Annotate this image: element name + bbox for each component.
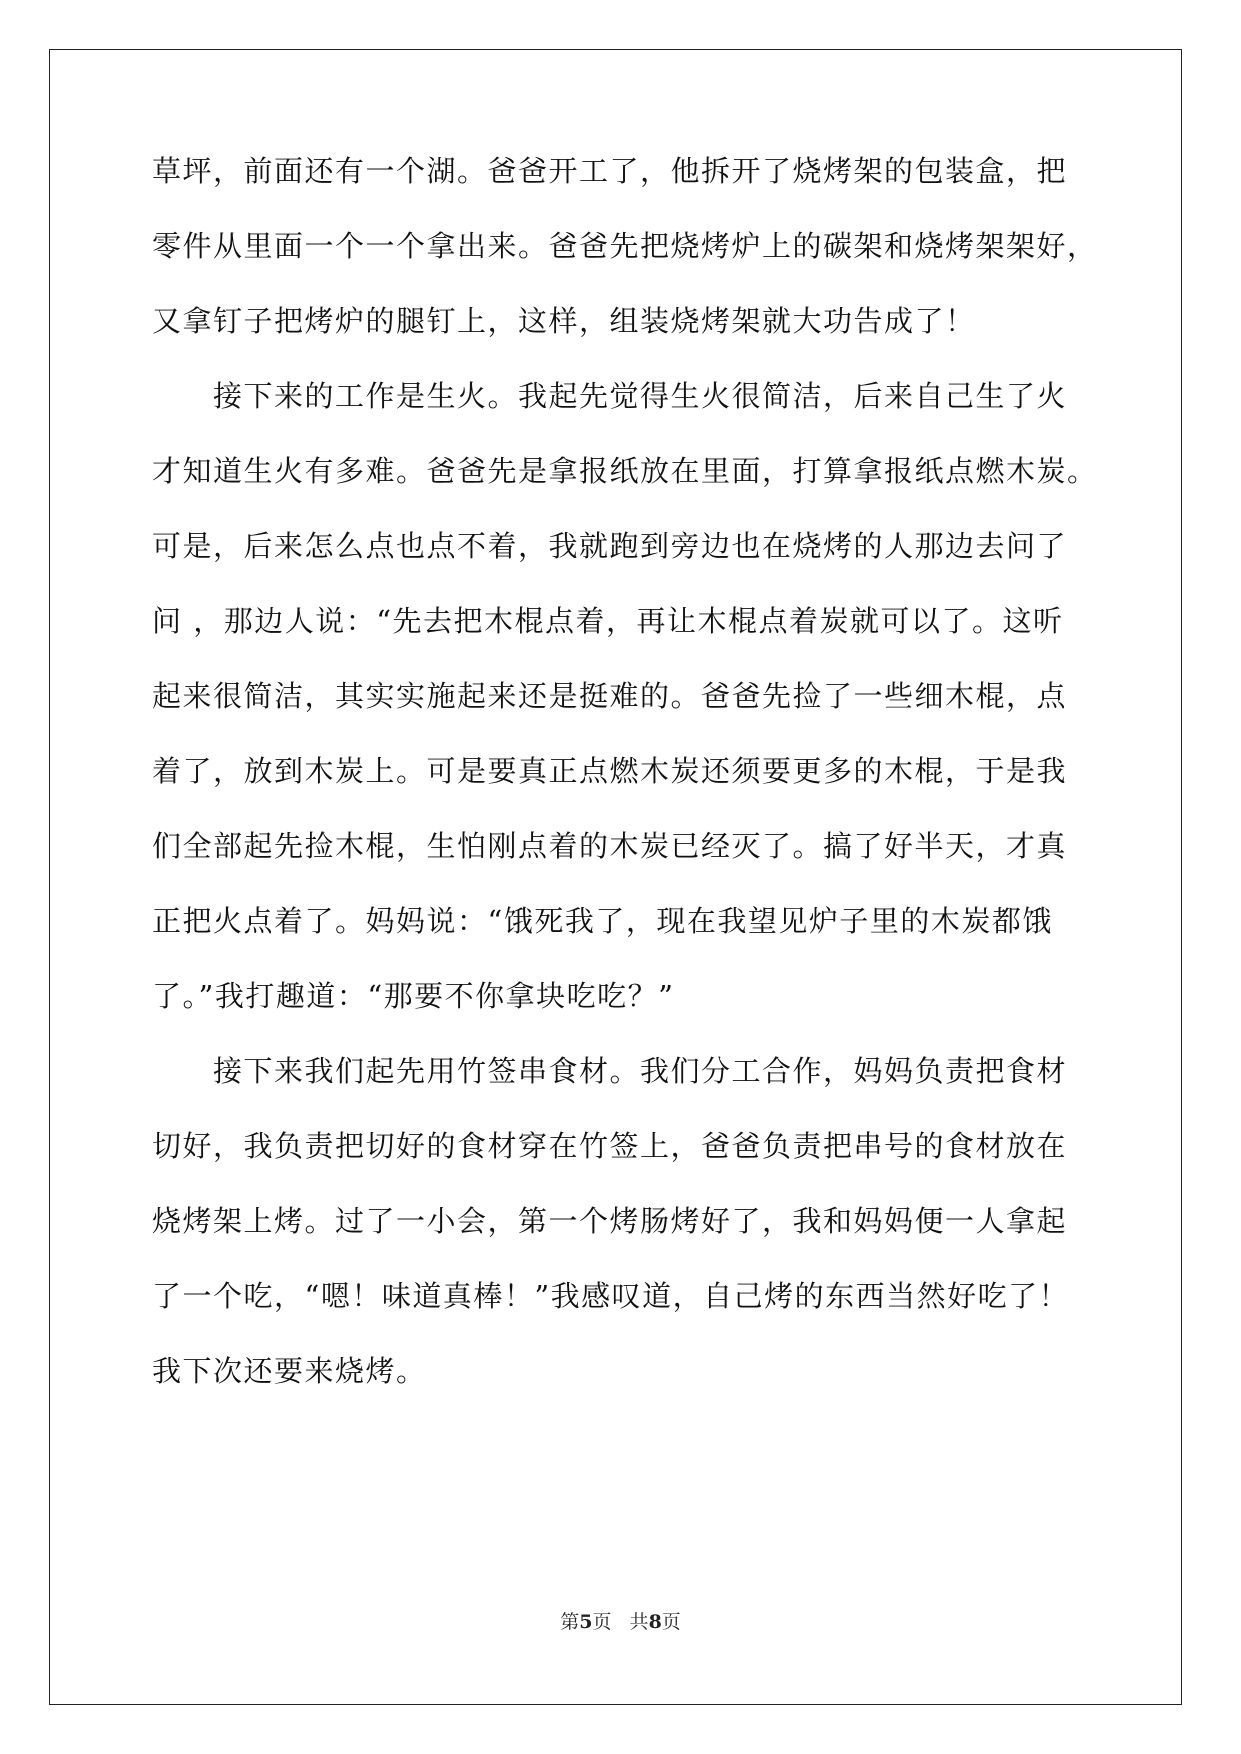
body-text-line: 们全部起先捡木棍，生怕刚点着的木炭已经灭了。搞了好半天，才真 (152, 829, 1068, 863)
body-text-line: 我下次还要来烧烤。 (152, 1354, 427, 1388)
body-text-line: 着了，放到木炭上。可是要真正点燃木炭还须要更多的木棍，于是我 (152, 754, 1068, 788)
body-text-line: 草坪，前面还有一个湖。爸爸开工了，他拆开了烧烤架的包装盒，把 (152, 154, 1068, 188)
body-text-line: 问 ，那边人说：“先去把木棍点着，再让木棍点着炭就可以了。这听 (152, 604, 1064, 638)
body-text-line: 又拿钉子把烤炉的腿钉上，这样，组装烧烤架就大功告成了！ (152, 304, 976, 338)
body-text-line: 了。”我打趣道：“那要不你拿块吃吃？” (152, 979, 675, 1013)
body-text-line: 才知道生火有多难。爸爸先是拿报纸放在里面，打算拿报纸点燃木炭。 (152, 454, 1098, 488)
total-pages-number: 8 (648, 1611, 662, 1633)
body-text-line: 接下来的工作是生火。我起先觉得生火很简洁，后来自己生了火 (152, 379, 1068, 413)
body-text-line: 切好，我负责把切好的食材穿在竹签上，爸爸负责把串号的食材放在 (152, 1129, 1068, 1163)
body-text-line: 起来很简洁，其实实施起来还是挺难的。爸爸先捡了一些细木棍，点 (152, 679, 1068, 713)
footer-suffix: 页 (661, 1611, 681, 1633)
current-page-number: 5 (579, 1611, 593, 1633)
body-text-line: 了一个吃，“嗯！味道真棒！”我感叹道，自己烤的东西当然好吃了！ (152, 1279, 1070, 1313)
body-text-line: 可是，后来怎么点也点不着，我就跑到旁边也在烧烤的人那边去问了 (152, 529, 1068, 563)
body-text-line: 接下来我们起先用竹签串食材。我们分工合作，妈妈负责把食材 (152, 1054, 1068, 1088)
page-number-footer (0, 1610, 1241, 1634)
body-text-line: 零件从里面一个一个拿出来。爸爸先把烧烤炉上的碳架和烧烤架架好， (152, 229, 1098, 263)
body-text-line: 烧烤架上烤。过了一小会，第一个烤肠烤好了，我和妈妈便一人拿起 (152, 1204, 1068, 1238)
footer-middle: 页 共 (592, 1611, 649, 1633)
footer-prefix: 第 (560, 1611, 580, 1633)
page-border (49, 49, 1182, 1705)
body-text-line: 正把火点着了。妈妈说：“饿死我了，现在我望见炉子里的木炭都饿 (152, 904, 1053, 938)
